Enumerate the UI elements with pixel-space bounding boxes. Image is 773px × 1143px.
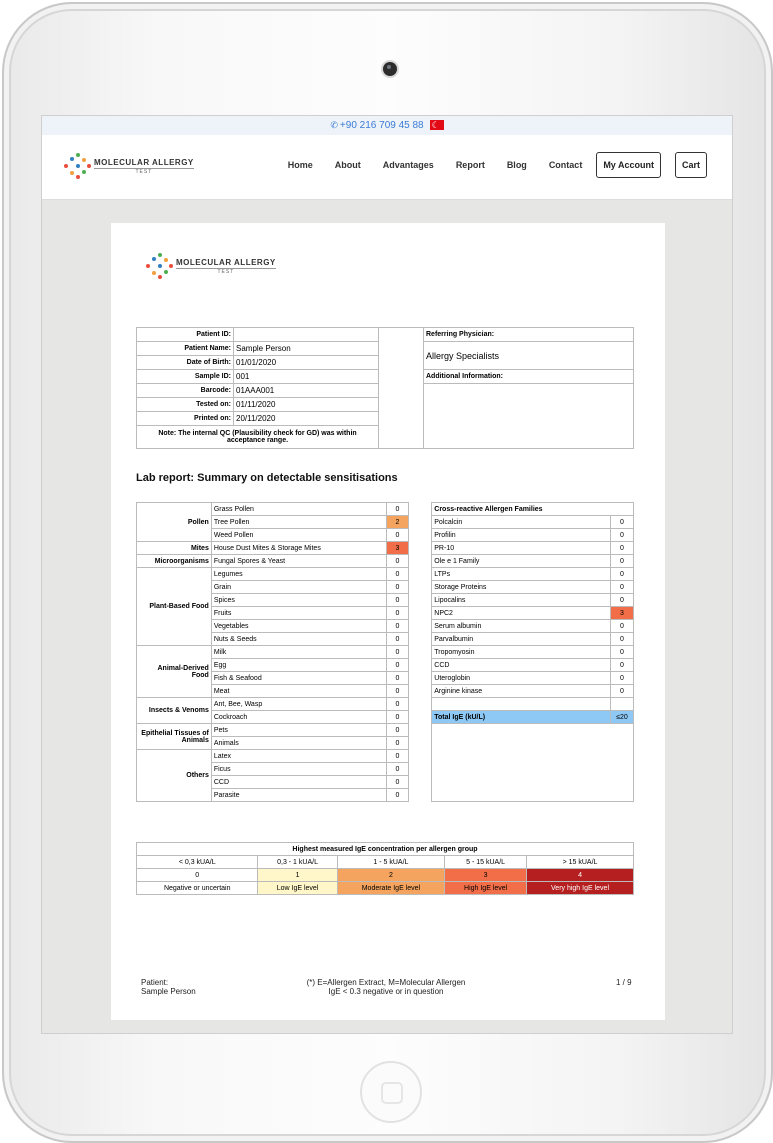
footer-page: 1 / 9 [616,978,632,987]
allergen-score: 0 [386,568,409,581]
allergen-name: House Dust Mites & Storage Mites [211,542,386,555]
family-name: PR-10 [432,542,611,555]
family-score: 0 [611,568,634,581]
patient-value: 001 [234,370,379,384]
cart-button[interactable]: Cart [675,152,707,178]
additional-info-value [424,384,634,449]
family-name: CCD [432,659,611,672]
allergen-score: 0 [386,607,409,620]
family-score: 0 [611,672,634,685]
logo-sub: TEST [94,168,194,175]
patient-label: Sample ID: [137,370,234,384]
allergen-name: Fungal Spores & Yeast [211,555,386,568]
allergen-name: Meat [211,685,386,698]
summary-title: Lab report: Summary on detectable sensitisations [136,472,398,484]
total-ige-label: Total IgE (kU/L) [432,711,611,724]
browser-screen [41,115,733,1034]
table-row [137,724,634,737]
legend-range: 1 - 5 kUA/L [337,856,445,869]
allergen-score: 0 [386,711,409,724]
legend-description: Moderate IgE level [337,882,445,895]
contact-bar [42,116,732,135]
site-logo[interactable] [64,153,194,179]
patient-value: Sample Person [234,342,379,356]
family-name: Ole e 1 Family [432,555,611,568]
allergen-name: Nuts & Seeds [211,633,386,646]
family-name: Arginine kinase [432,685,611,698]
legend-range: 5 - 15 kUA/L [445,856,527,869]
allergen-name: Parasite [211,789,386,802]
patient-label: Printed on: [137,412,234,426]
logo-name: MOLECULAR ALLERGY [94,157,194,167]
footer-note-2: IgE < 0.3 negative or in question [328,987,444,996]
allergen-name: Fish & Seafood [211,672,386,685]
patient-value [234,328,379,342]
allergen-group: Plant-Based Food [137,568,212,646]
logo-sub: TEST [176,268,276,275]
legend-range: > 15 kUA/L [527,856,634,869]
allergen-name: Ant, Bee, Wasp [211,698,386,711]
table-row [137,503,634,516]
allergen-score: 0 [386,737,409,750]
family-name: Polcalcin [432,516,611,529]
family-score: 3 [611,607,634,620]
allergen-score: 2 [386,516,409,529]
turkey-flag-icon[interactable] [430,120,444,130]
phone-number[interactable]: +90 216 709 45 88 [339,120,424,131]
home-button[interactable] [360,1061,422,1123]
allergen-name: Vegetables [211,620,386,633]
allergen-score: 0 [386,750,409,763]
footer-patient-label: Patient: [141,978,169,987]
legend-description: High IgE level [445,882,527,895]
table-row [137,555,634,568]
allergen-score: 3 [386,542,409,555]
allergen-score: 0 [386,685,409,698]
family-score: 0 [611,620,634,633]
table-row [137,646,634,659]
family-name: Lipocalins [432,594,611,607]
allergen-score: 0 [386,672,409,685]
family-score: 0 [611,685,634,698]
nav-report[interactable]: Report [455,160,485,170]
patient-label: Patient Name: [137,342,234,356]
allergen-score: 0 [386,581,409,594]
footer-note-1: (*) E=Allergen Extract, M=Molecular Allergen [306,978,466,987]
table-row [137,698,634,711]
allergen-name: Spices [211,594,386,607]
allergen-name: CCD [211,776,386,789]
table-row [137,529,634,542]
nav-contact[interactable]: Contact [548,160,583,170]
family-name: Parvalbumin [432,633,611,646]
allergen-group: Pollen [137,503,212,542]
patient-label: Date of Birth: [137,356,234,370]
family-header: Cross-reactive Allergen Families [432,503,634,516]
family-blank [432,724,634,802]
phone-icon: ✆ [330,120,338,130]
allergen-score: 0 [386,503,409,516]
family-score: 0 [611,529,634,542]
family-score [611,698,634,711]
family-name: Uteroglobin [432,672,611,685]
allergen-name: Cockroach [211,711,386,724]
qc-note: Note: The internal QC (Plausibility check for GD) was within acceptance range. [137,426,379,449]
family-score: 0 [611,646,634,659]
legend-description: Very high IgE level [527,882,634,895]
family-name: Tropomyosin [432,646,611,659]
allergen-score: 0 [386,659,409,672]
legend-description: Low IgE level [258,882,337,895]
allergen-group: Animal-Derived Food [137,646,212,698]
patient-value: 01/01/2020 [234,356,379,370]
allergen-name: Ficus [211,763,386,776]
nav-about[interactable]: About [334,160,361,170]
allergen-group: Others [137,750,212,802]
table-row [137,711,634,724]
camera-icon [383,62,397,76]
legend-level: 0 [137,869,258,882]
legend-range: < 0,3 kUA/L [137,856,258,869]
main-nav [266,152,707,178]
family-score: 0 [611,542,634,555]
allergen-name: Tree Pollen [211,516,386,529]
sensitisation-table [136,502,634,802]
patient-info-table [136,327,634,449]
family-name [432,698,611,711]
allergen-name: Animals [211,737,386,750]
footer-patient-name: Sample Person [141,987,196,996]
nav-advantages[interactable]: Advantages [382,160,434,170]
logo-dots-icon [64,153,90,179]
allergen-score: 0 [386,789,409,802]
allergen-name: Pets [211,724,386,737]
family-score: 0 [611,594,634,607]
footer-patient [141,978,196,996]
legend-table [136,842,634,895]
family-score: 0 [611,516,634,529]
table-row [137,542,634,555]
family-score: 0 [611,659,634,672]
home-square-icon [381,1082,403,1104]
allergen-group: Epithelial Tissues of Animals [137,724,212,750]
site-header [42,135,732,200]
patient-label: Tested on: [137,398,234,412]
legend-level: 2 [337,869,445,882]
report-page [111,223,665,1020]
patient-label: Barcode: [137,384,234,398]
table-row [137,607,634,620]
allergen-group: Microorganisms [137,555,212,568]
legend-range: 0,3 - 1 kUA/L [258,856,337,869]
patient-value: 20/11/2020 [234,412,379,426]
logo-name: MOLECULAR ALLERGY [176,257,276,267]
table-row [137,516,634,529]
patient-label: Patient ID: [137,328,234,342]
allergen-score: 0 [386,633,409,646]
allergen-score: 0 [386,594,409,607]
allergen-score: 0 [386,646,409,659]
legend-level: 1 [258,869,337,882]
allergen-name: Milk [211,646,386,659]
table-row [137,581,634,594]
allergen-score: 0 [386,529,409,542]
allergen-score: 0 [386,724,409,737]
logo-dots-icon [146,253,172,279]
table-row [137,594,634,607]
nav-home[interactable]: Home [287,160,313,170]
family-score: 0 [611,581,634,594]
allergen-name: Weed Pollen [211,529,386,542]
allergen-score: 0 [386,776,409,789]
patient-value: 01/11/2020 [234,398,379,412]
legend-level: 4 [527,869,634,882]
footer-notes [281,978,491,996]
allergen-name: Grass Pollen [211,503,386,516]
legend-level: 3 [445,869,527,882]
allergen-name: Grain [211,581,386,594]
table-row [137,620,634,633]
allergen-name: Egg [211,659,386,672]
nav-blog[interactable]: Blog [506,160,527,170]
allergen-name: Latex [211,750,386,763]
table-row [137,685,634,698]
total-ige-value: ≤20 [611,711,634,724]
allergen-score: 0 [386,555,409,568]
allergen-group: Mites [137,542,212,555]
additional-info-label: Additional Information: [424,370,634,384]
family-score: 0 [611,633,634,646]
table-row [137,633,634,646]
family-score: 0 [611,555,634,568]
allergen-score: 0 [386,698,409,711]
table-row [137,672,634,685]
report-logo [146,253,276,279]
table-row [137,568,634,581]
my-account-button[interactable]: My Account [596,152,661,178]
referring-physician-label: Referring Physician: [424,328,634,342]
referring-physician-value: Allergy Specialists [424,342,634,370]
allergen-name: Fruits [211,607,386,620]
family-name: Storage Proteins [432,581,611,594]
legend-title: Highest measured IgE concentration per allergen group [137,843,634,856]
table-row [137,659,634,672]
family-name: NPC2 [432,607,611,620]
family-name: Serum albumin [432,620,611,633]
allergen-score: 0 [386,763,409,776]
patient-value: 01AAA001 [234,384,379,398]
family-name: Profilin [432,529,611,542]
allergen-name: Legumes [211,568,386,581]
allergen-score: 0 [386,620,409,633]
column-gap [409,503,432,802]
family-name: LTPs [432,568,611,581]
legend-description: Negative or uncertain [137,882,258,895]
allergen-group: Insects & Venoms [137,698,212,724]
